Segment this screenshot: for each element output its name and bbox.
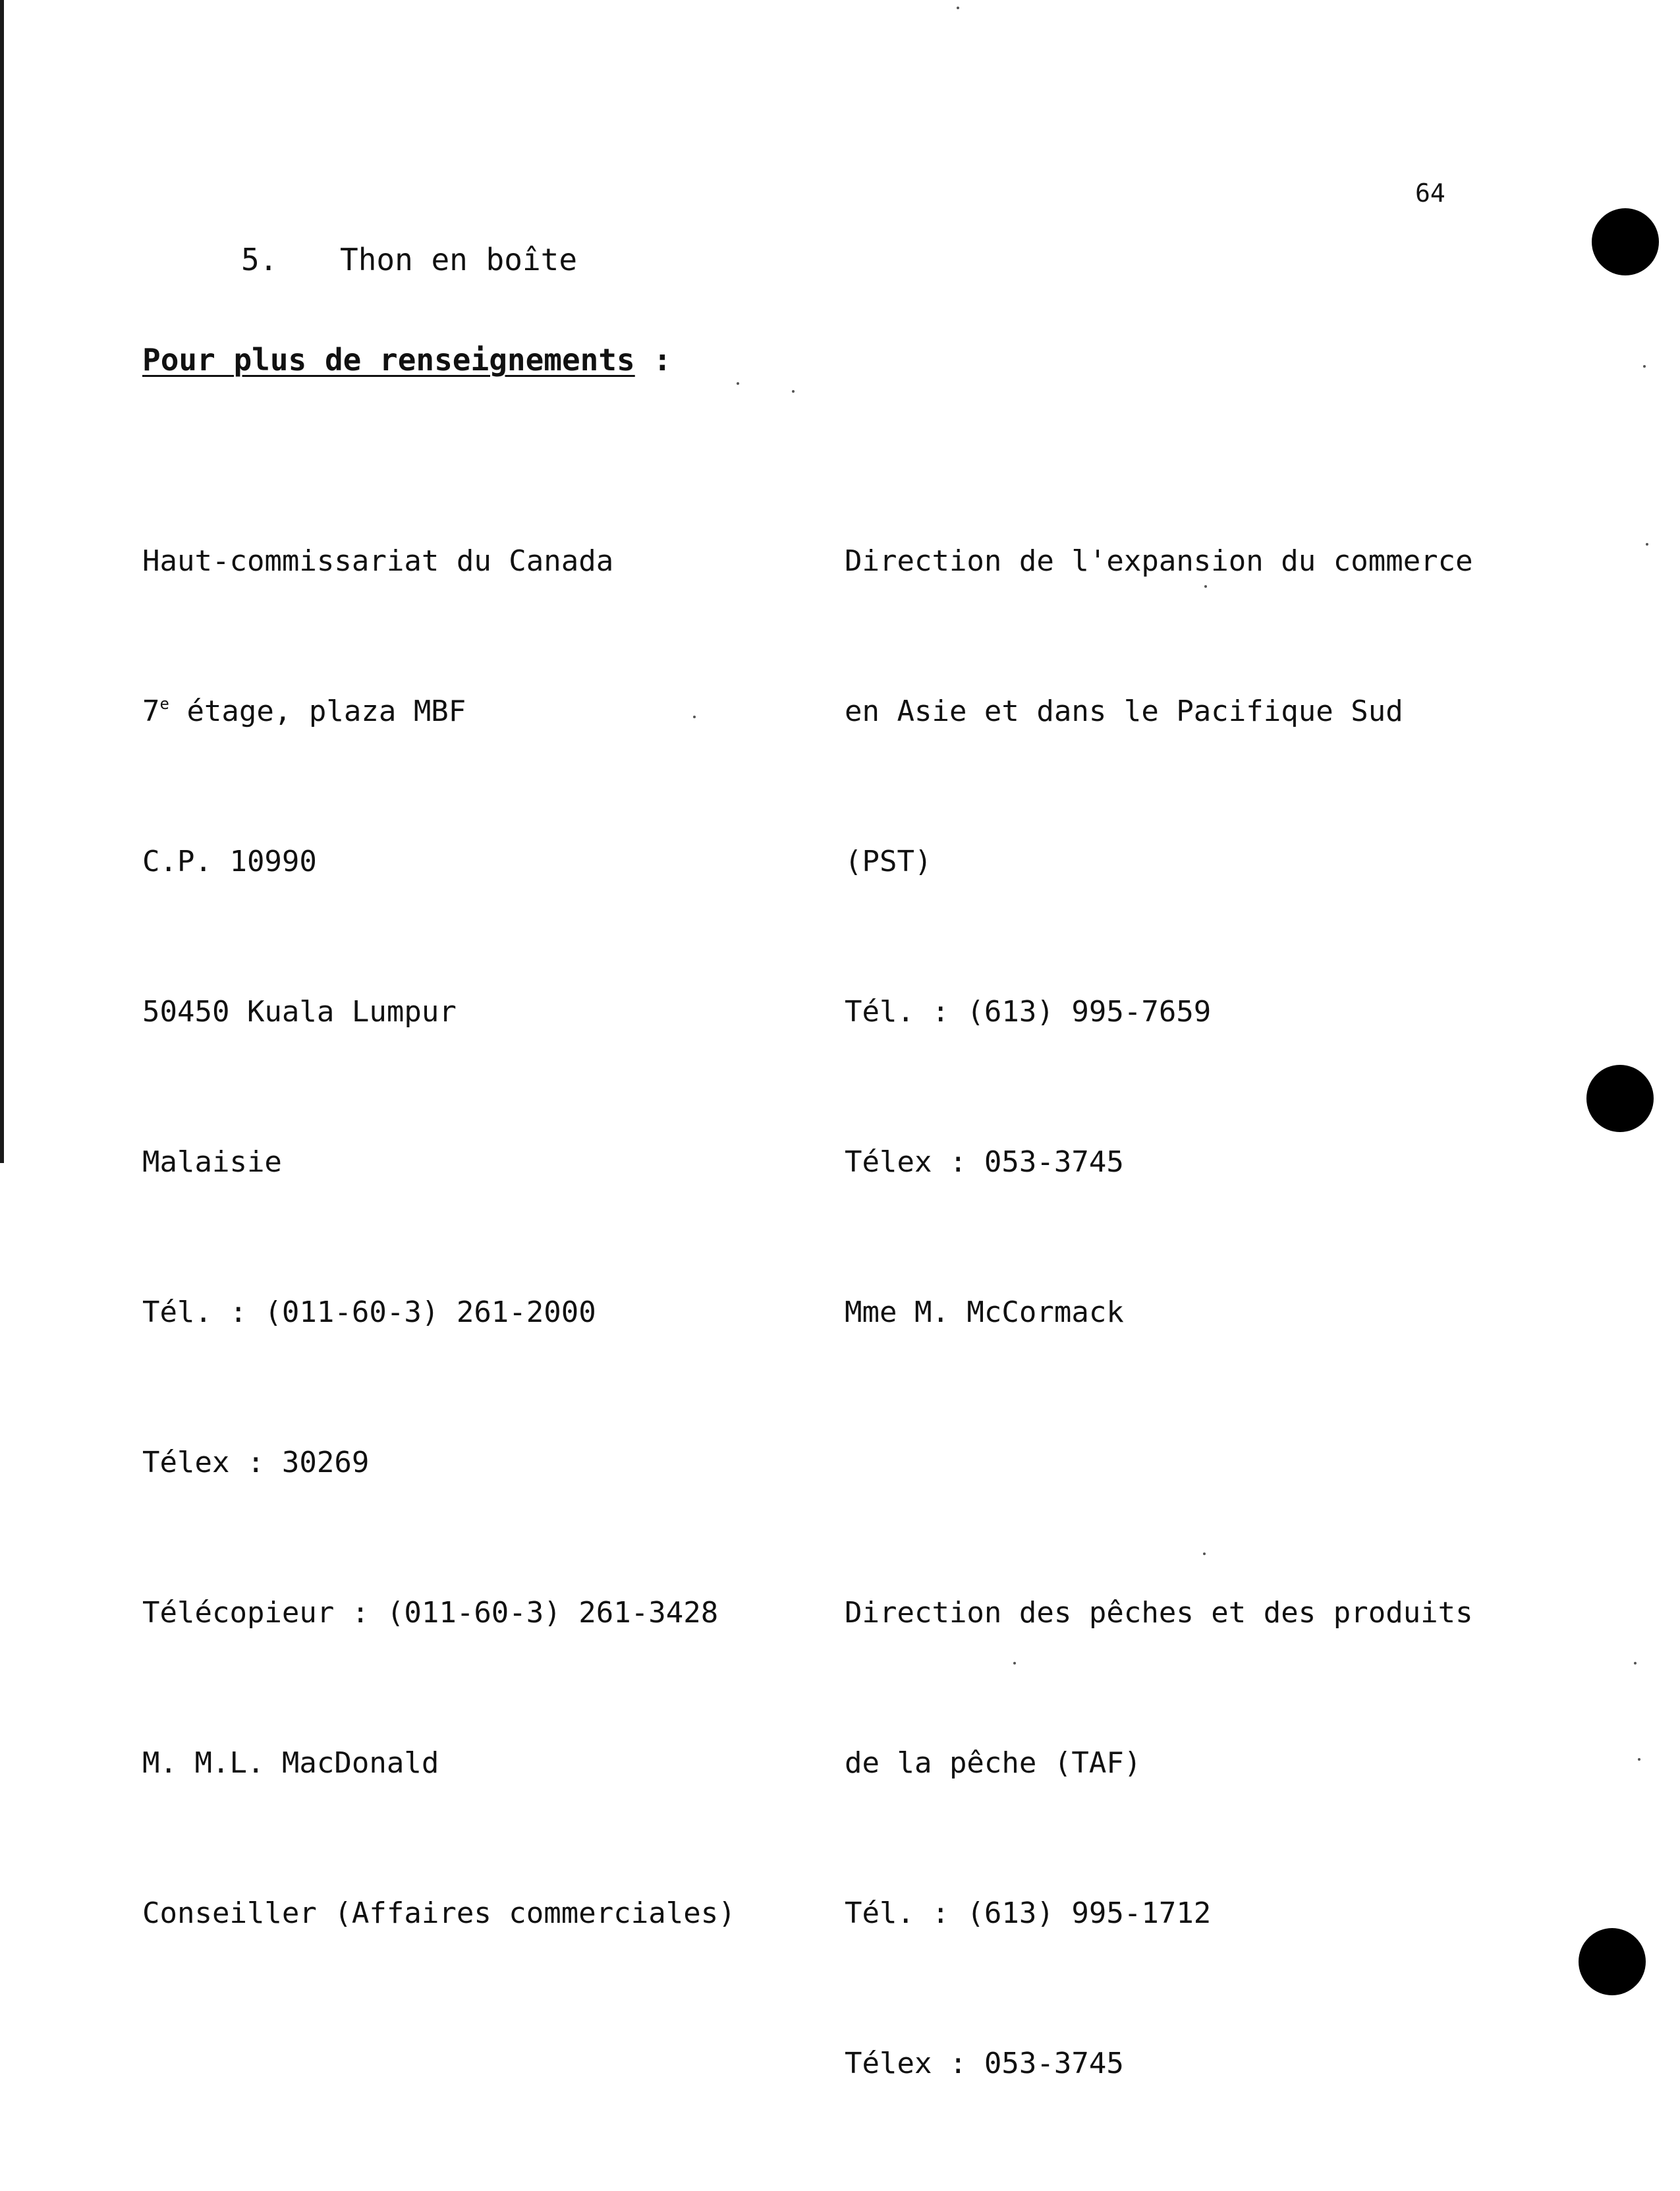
contact-line: Haut-commissariat du Canada	[142, 544, 614, 578]
high-commission-contact	[142, 436, 736, 1989]
department-contacts	[845, 436, 1473, 2139]
scan-speck	[1013, 1662, 1016, 1665]
section-title: Thon en boîte	[340, 242, 578, 277]
contact-line: (PST)	[845, 845, 932, 878]
punch-hole-bottom	[1579, 1928, 1646, 1995]
contact-line: Tél. : (613) 995-1712	[845, 1896, 1212, 1930]
scan-speck	[957, 7, 959, 9]
floor-number: 7	[142, 695, 160, 728]
info-heading-label: Pour plus de renseignements	[142, 342, 635, 378]
floor-rest: étage, plaza MBF	[169, 695, 466, 728]
contact-line: 50450 Kuala Lumpur	[142, 995, 457, 1029]
contact-line-floor	[142, 687, 736, 737]
page-number: 64	[1415, 179, 1445, 208]
scan-speck	[1638, 1758, 1640, 1761]
punch-hole-middle	[1586, 1065, 1654, 1132]
scan-speck	[1203, 1552, 1206, 1555]
scan-speck	[1646, 543, 1648, 546]
contact-line: M. M.L. MacDonald	[142, 1746, 439, 1780]
contact-line: Télex : 053-3745	[845, 2047, 1124, 2080]
contact-line: Tél. : (011-60-3) 261-2000	[142, 1295, 596, 1329]
scan-speck	[1634, 1662, 1637, 1665]
section-number: 5.	[241, 242, 278, 277]
contact-line: Tél. : (613) 995-7659	[845, 995, 1212, 1029]
contact-line: de la pêche (TAF)	[845, 1746, 1142, 1780]
info-heading-colon: :	[653, 342, 672, 378]
section-heading	[241, 241, 577, 278]
contact-line: C.P. 10990	[142, 845, 317, 878]
punch-hole-top	[1592, 208, 1659, 275]
contact-line: Télex : 053-3745	[845, 1145, 1124, 1179]
floor-superscript: e	[159, 695, 169, 713]
scan-left-edge-line	[0, 0, 4, 1163]
contact-line: Direction des pêches et des produits	[845, 1596, 1473, 1630]
scan-speck	[1643, 365, 1646, 368]
contact-line: Télécopieur : (011-60-3) 261-3428	[142, 1596, 719, 1630]
contact-line: Mme M. McCormack	[845, 1295, 1124, 1329]
contact-line: Conseiller (Affaires commerciales)	[142, 1896, 736, 1930]
contact-spacer	[845, 1438, 1473, 1488]
contact-line: Télex : 30269	[142, 1446, 370, 1479]
contact-line: en Asie et dans le Pacifique Sud	[845, 695, 1403, 728]
contact-line: Malaisie	[142, 1145, 282, 1179]
contact-line: Direction de l'expansion du commerce	[845, 544, 1473, 578]
info-heading	[142, 341, 671, 378]
scan-speck	[1204, 585, 1207, 588]
scan-speck	[737, 382, 739, 385]
scan-speck	[792, 390, 795, 393]
scan-speck	[693, 716, 696, 718]
